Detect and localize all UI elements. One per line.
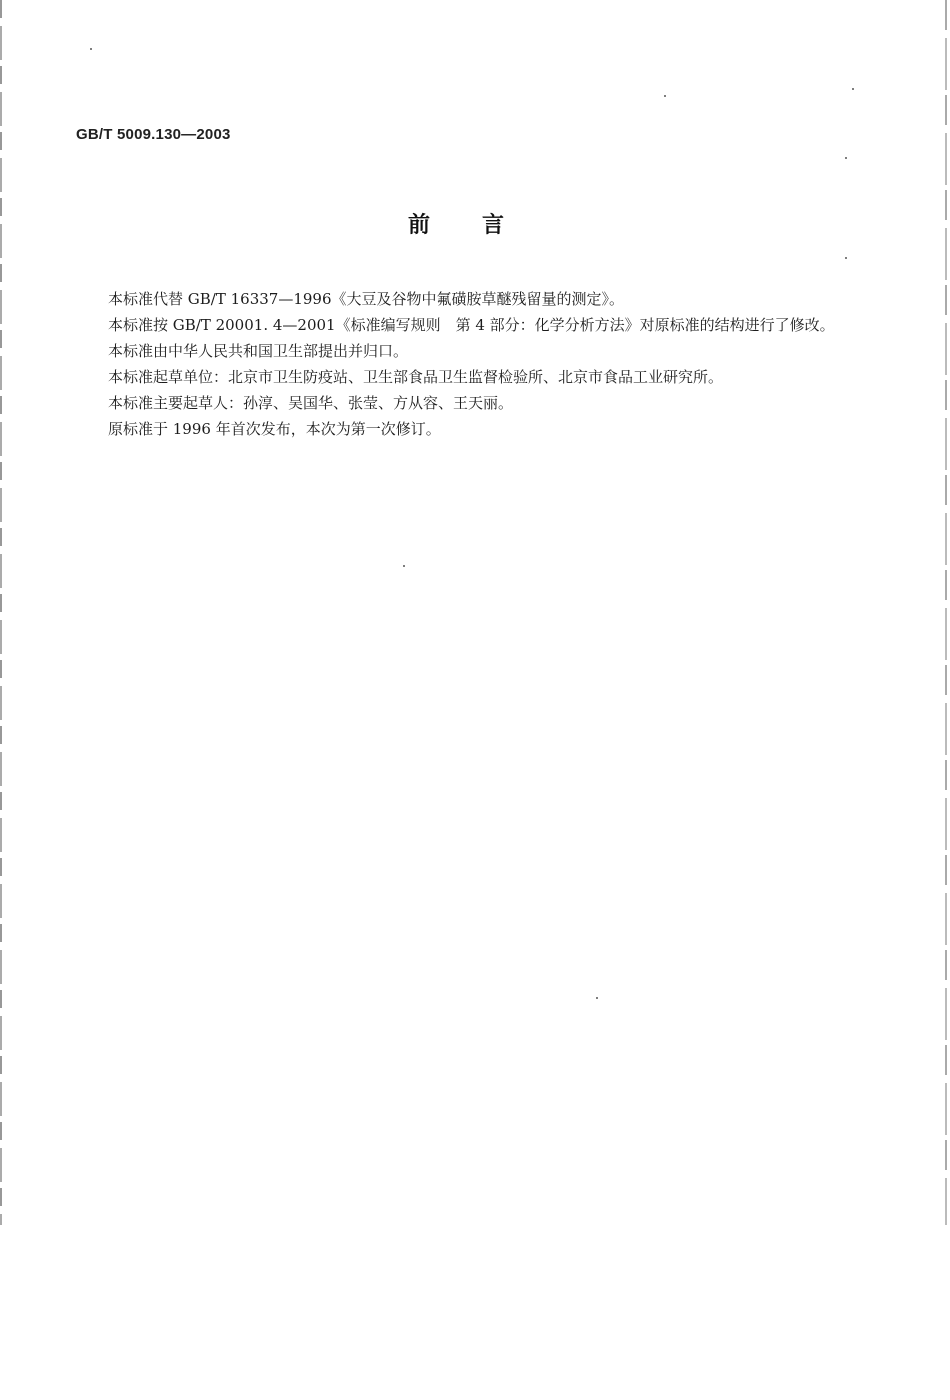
scan-edge-left: [0, 0, 2, 1225]
scan-speck: [845, 257, 847, 259]
scan-speck: [852, 88, 854, 90]
scan-speck: [90, 48, 92, 50]
paragraph-history: 原标准于 1996 年首次发布，本次为第一次修订。: [108, 420, 441, 438]
paragraph-drafters: 本标准主要起草人：孙淳、吴国华、张莹、方从容、王天丽。: [108, 394, 514, 412]
scan-edge-right: [945, 0, 947, 1225]
scan-speck: [664, 95, 666, 97]
scan-speck: [596, 997, 598, 999]
paragraph-replaces: 本标准代替 GB/T 16337—1996《大豆及谷物中氟磺胺草醚残留量的测定》。: [108, 290, 624, 308]
paragraph-structure: 本标准按 GB/T 20001. 4—2001《标准编写规则 第 4 部分：化学分析方法》对原标准的结构进行了修改。: [108, 316, 835, 334]
scan-speck: [403, 565, 405, 567]
standard-code: GB/T 5009.130—2003: [76, 126, 231, 143]
paragraph-proposer: 本标准由中华人民共和国卫生部提出并归口。: [108, 342, 409, 360]
scan-speck: [845, 157, 847, 159]
page-title: 前言: [407, 213, 556, 238]
foreword-body: [76, 286, 842, 442]
paragraph-drafting-units: 本标准起草单位：北京市卫生防疫站、卫生部食品卫生监督检验所、北京市食品工业研究所。: [108, 368, 724, 386]
